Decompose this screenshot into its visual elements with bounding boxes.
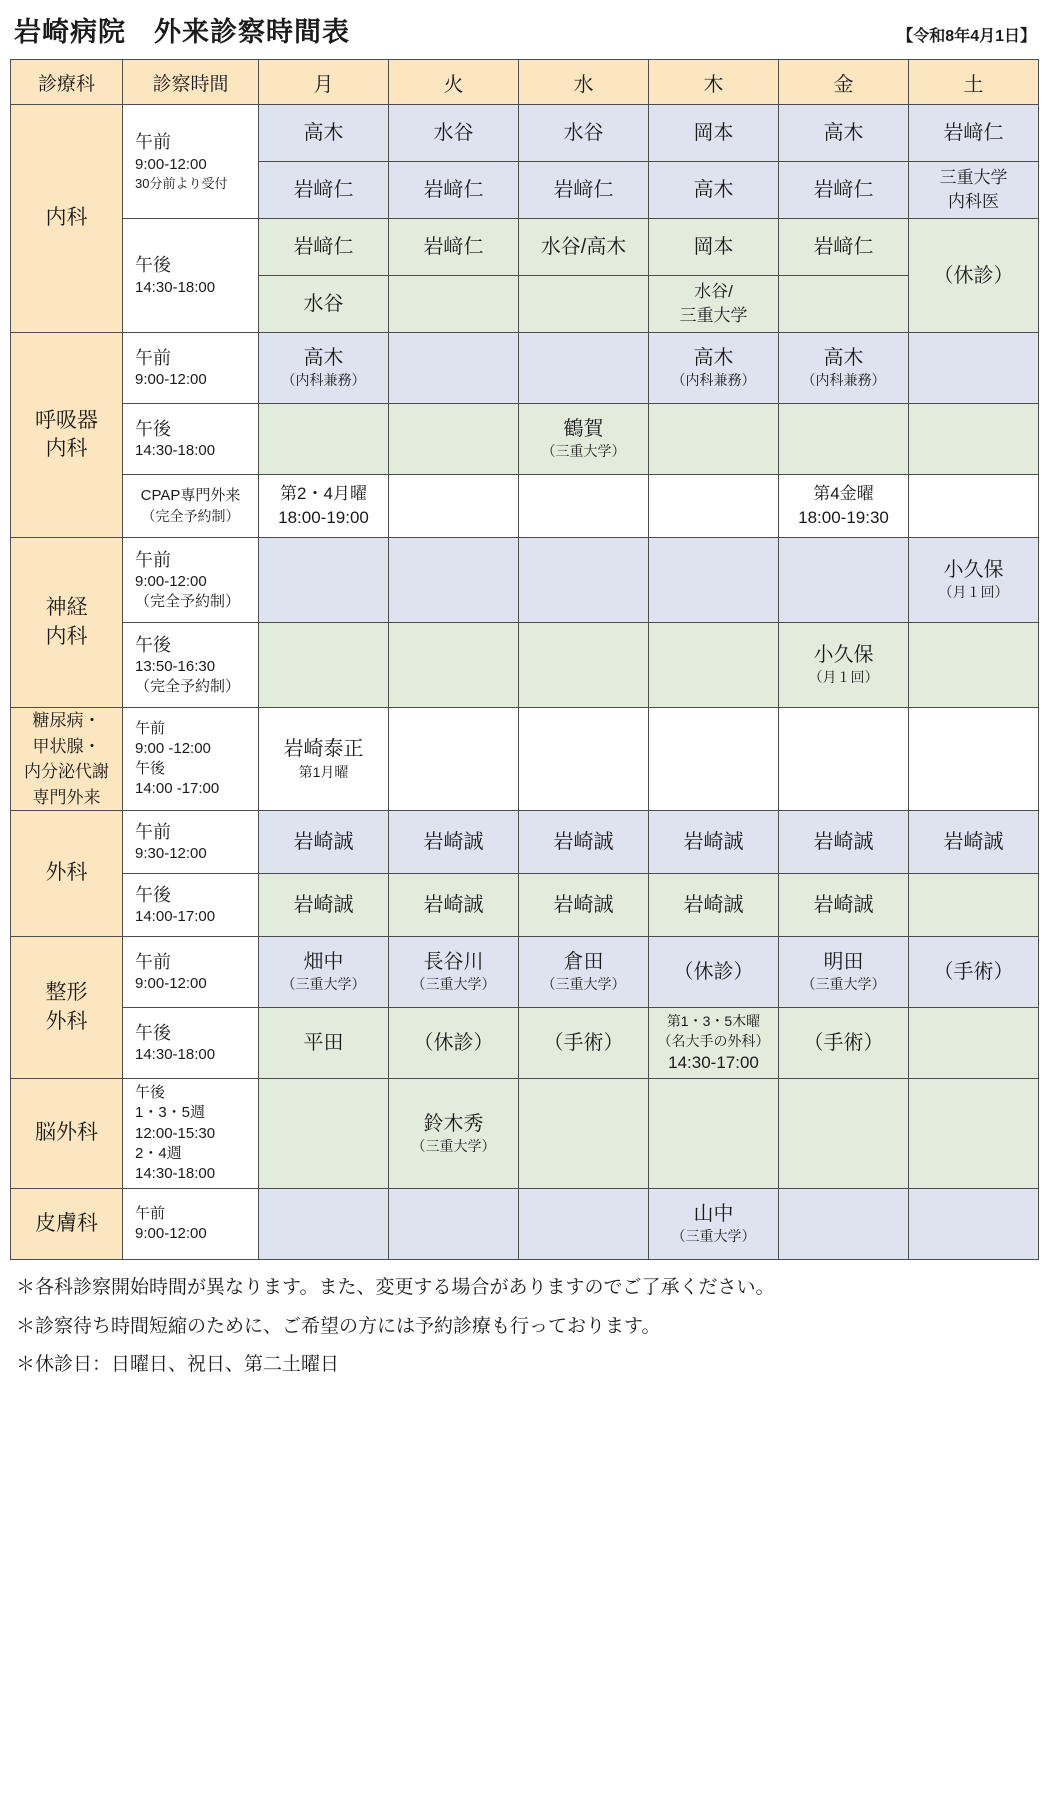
time-kokyuki-cpap (123, 475, 259, 538)
dept-line-1: 糖尿病・ (32, 711, 101, 730)
dept-line-2: 甲状腺・ (32, 736, 101, 756)
table-row (11, 708, 1039, 811)
time-range: 13:50-16:30 (135, 657, 216, 675)
dept-shinkei-naika (11, 538, 123, 708)
cell-line-2: 18:00-19:00 (278, 508, 369, 527)
time-range: 14:30-18:00 (135, 278, 216, 296)
doctor-name: 高木 (693, 347, 734, 370)
cell-seikei-am-sat (909, 937, 1039, 1008)
dept-seikei-geka (11, 937, 123, 1079)
doctor-name: 山中 (693, 1203, 734, 1226)
header-day-sat: 土 (909, 60, 1039, 105)
time-kokyuki-pm (123, 404, 259, 475)
time-seikei-am (123, 937, 259, 1008)
time-range: 14:30-18:00 (135, 442, 216, 460)
header-day-mon: 月 (259, 60, 389, 105)
time-label: 午後 (135, 1022, 171, 1043)
cell-naika-pm2-thu (649, 276, 779, 333)
cell-kokyuki-am-tue (389, 333, 519, 404)
cell-nogeka-sat (909, 1079, 1039, 1189)
table-row (11, 219, 1039, 276)
cell-hifuka-tue (389, 1189, 519, 1260)
time-line-2: 9:00-12:00 (135, 1225, 207, 1243)
doctor-name: 長谷川 (423, 951, 484, 974)
cell-naika-pm-sat: （休診） (909, 219, 1039, 333)
time-note: （完全予約制） (135, 593, 241, 611)
cell-geka-pm-thu: 岩崎誠 (649, 874, 779, 937)
dept-geka: 外科 (11, 811, 123, 937)
doctor-note: （三重大学） (411, 1137, 496, 1154)
time-shinkei-am (123, 538, 259, 623)
time-line-1: 午後 (135, 1084, 166, 1101)
cell-hifuka-fri (779, 1189, 909, 1260)
time-geka-am (123, 811, 259, 874)
cell-nogeka-thu (649, 1079, 779, 1189)
cell-shinkei-am-tue (389, 538, 519, 623)
doctor-name: （手術） (933, 961, 1014, 983)
doctor-note: （三重大学） (541, 443, 626, 460)
time-note: （完全予約制） (135, 678, 241, 696)
cell-kokyuki-am-fri (779, 333, 909, 404)
cell-hifuka-sat (909, 1189, 1039, 1260)
doctor-name: 鈴木秀 (423, 1112, 484, 1135)
table-row (11, 538, 1039, 623)
cell-shinkei-am-thu (649, 538, 779, 623)
cell-shinkei-am-sat (909, 538, 1039, 623)
cell-tonyo-thu (649, 708, 779, 811)
doctor-name: 倉田 (563, 951, 604, 974)
doctor-note: （三重大学） (801, 976, 886, 993)
doctor-note: （内科兼務） (281, 372, 366, 389)
cell-naika-pm1-thu: 岡本 (649, 219, 779, 276)
table-row (11, 1079, 1039, 1189)
cell-nogeka-tue (389, 1079, 519, 1189)
doctor-note: （三重大学） (541, 976, 626, 993)
time-range: 14:30-18:00 (135, 1046, 216, 1064)
cell-kokyuki-pm-fri (779, 404, 909, 475)
cell-shinkei-am-wed (519, 538, 649, 623)
time-range: 9:00-12:00 (135, 572, 207, 590)
time-kokyuki-am (123, 333, 259, 404)
dept-line-1: 整形 (45, 981, 88, 1005)
cell-naika-am2-sat (909, 162, 1039, 219)
cell-line-1: 第2・4月曜 (280, 484, 367, 504)
cell-naika-am2-mon: 岩﨑仁 (259, 162, 389, 219)
time-label: 午前 (135, 821, 171, 842)
time-naika-pm (123, 219, 259, 333)
outpatient-schedule-table (10, 59, 1039, 1260)
table-row (11, 1008, 1039, 1079)
doctor-name: 小久保 (943, 559, 1004, 582)
cell-tonyo-fri (779, 708, 909, 811)
cell-geka-am-fri: 岩崎誠 (779, 811, 909, 874)
cell-naika-pm2-fri (779, 276, 909, 333)
time-geka-pm (123, 874, 259, 937)
time-shinkei-pm (123, 623, 259, 708)
cell-line-1: 水谷/ (694, 282, 733, 302)
cell-geka-pm-sat (909, 874, 1039, 937)
cell-shinkei-pm-sat (909, 623, 1039, 708)
dept-line-2: 外科 (45, 1009, 88, 1033)
cell-geka-pm-wed: 岩崎誠 (519, 874, 649, 937)
header-department: 診療科 (11, 60, 123, 105)
table-row (11, 874, 1039, 937)
cell-naika-am1-fri: 高木 (779, 105, 909, 162)
cell-naika-pm2-tue (389, 276, 519, 333)
time-label: 午後 (135, 884, 171, 905)
cell-naika-pm2-mon: 水谷 (259, 276, 389, 333)
cell-geka-am-sat: 岩崎誠 (909, 811, 1039, 874)
cell-line-2: （名大手の外科） (657, 1033, 770, 1050)
cell-naika-am2-thu: 高木 (649, 162, 779, 219)
cell-kokyuki-pm-sat (909, 404, 1039, 475)
cell-naika-am1-mon: 高木 (259, 105, 389, 162)
cell-kokyuki-cpap-wed (519, 475, 649, 538)
cell-shinkei-pm-mon (259, 623, 389, 708)
cell-geka-pm-mon: 岩崎誠 (259, 874, 389, 937)
doctor-note: （三重大学） (281, 976, 366, 993)
cell-kokyuki-am-sat (909, 333, 1039, 404)
cell-tonyo-mon (259, 708, 389, 811)
cell-geka-am-wed: 岩崎誠 (519, 811, 649, 874)
cell-geka-am-tue: 岩崎誠 (389, 811, 519, 874)
doctor-name: 高木 (823, 347, 864, 370)
cell-kokyuki-cpap-mon (259, 475, 389, 538)
cell-kokyuki-cpap-thu (649, 475, 779, 538)
cell-kokyuki-cpap-fri (779, 475, 909, 538)
time-label: CPAP専門外来 (140, 487, 241, 505)
doctor-note: （三重大学） (411, 976, 496, 993)
doctor-note: （内科兼務） (801, 372, 886, 389)
cell-geka-pm-tue: 岩崎誠 (389, 874, 519, 937)
cell-hifuka-mon (259, 1189, 389, 1260)
cell-naika-am1-wed: 水谷 (519, 105, 649, 162)
cell-kokyuki-pm-mon (259, 404, 389, 475)
doctor-name: 明田 (823, 951, 864, 974)
header-day-thu: 木 (649, 60, 779, 105)
doctor-note: （月１回） (808, 669, 879, 686)
cell-geka-am-thu: 岩崎誠 (649, 811, 779, 874)
cell-shinkei-pm-thu (649, 623, 779, 708)
cell-shinkei-am-mon (259, 538, 389, 623)
cell-naika-am1-thu: 岡本 (649, 105, 779, 162)
doctor-note: （内科兼務） (671, 372, 756, 389)
dept-line-4: 専門外来 (32, 787, 101, 807)
cell-naika-pm1-tue: 岩﨑仁 (389, 219, 519, 276)
cell-geka-am-mon: 岩崎誠 (259, 811, 389, 874)
page-header (10, 6, 1038, 59)
note-3: ＊休診日：日曜日、祝日、第二土曜日 (16, 1354, 340, 1376)
cell-seikei-pm-sat (909, 1008, 1039, 1079)
doctor-name: 小久保 (813, 644, 874, 667)
doctor-name: （休診） (673, 961, 754, 983)
dept-line-2: 内科 (45, 624, 88, 648)
time-range: 9:00-12:00 (135, 975, 207, 993)
time-line-3: 12:00-15:30 (135, 1124, 216, 1142)
cell-line-2: 18:00-19:30 (798, 508, 889, 527)
cell-naika-am2-wed: 岩﨑仁 (519, 162, 649, 219)
dept-line-2: 内科 (45, 437, 88, 460)
cell-seikei-pm-tue: （休診） (389, 1008, 519, 1079)
time-range: 14:00-17:00 (135, 908, 216, 926)
cell-seikei-pm-thu (649, 1008, 779, 1079)
cell-nogeka-mon (259, 1079, 389, 1189)
footer-notes (10, 1260, 1038, 1380)
cell-shinkei-pm-tue (389, 623, 519, 708)
dept-line-1: 呼吸器 (35, 408, 98, 432)
time-line-2: 9:00 -12:00 (135, 739, 211, 757)
cell-hifuka-wed (519, 1189, 649, 1260)
cell-seikei-am-wed (519, 937, 649, 1008)
note-1: ＊各科診察開始時間が異なります。また、変更する場合がありますのでご了承ください。 (16, 1277, 775, 1299)
cell-seikei-am-mon (259, 937, 389, 1008)
header-day-fri: 金 (779, 60, 909, 105)
cell-line-1: 第1・3・5木曜 (666, 1012, 761, 1029)
cell-nogeka-fri (779, 1079, 909, 1189)
cell-kokyuki-pm-wed (519, 404, 649, 475)
table-header-row (11, 60, 1039, 105)
doctor-note: （月１回） (938, 584, 1009, 601)
time-seikei-pm (123, 1008, 259, 1079)
table-row (11, 333, 1039, 404)
cell-tonyo-tue (389, 708, 519, 811)
dept-naika: 内科 (11, 105, 123, 333)
cell-kokyuki-cpap-sat (909, 475, 1039, 538)
cell-naika-am2-tue: 岩﨑仁 (389, 162, 519, 219)
cell-seikei-pm-mon: 平田 (259, 1008, 389, 1079)
time-range: 9:30-12:00 (135, 845, 207, 863)
cell-kokyuki-pm-thu (649, 404, 779, 475)
time-label: 午前 (135, 132, 171, 153)
effective-date: 【令和8年4月1日】 (897, 28, 1036, 45)
cell-naika-pm1-mon: 岩﨑仁 (259, 219, 389, 276)
time-range: 9:00-12:00 (135, 155, 207, 173)
time-range: 9:00-12:00 (135, 371, 207, 389)
time-line-1: 午前 (135, 1205, 166, 1222)
header-day-wed: 水 (519, 60, 649, 105)
dept-tonyo-senmon (11, 708, 123, 811)
time-note: 30分前より受付 (135, 176, 228, 191)
dept-line-1: 神経 (45, 596, 88, 620)
cell-tonyo-wed (519, 708, 649, 811)
cell-seikei-am-tue (389, 937, 519, 1008)
cell-line-1: 第4金曜 (813, 484, 874, 504)
time-note: （完全予約制） (141, 507, 240, 524)
doctor-name: 岩崎泰正 (283, 737, 364, 760)
header-day-tue: 火 (389, 60, 519, 105)
cell-line-2: 内科医 (948, 192, 999, 211)
cell-shinkei-pm-wed (519, 623, 649, 708)
time-tonyo (123, 708, 259, 811)
cell-shinkei-pm-fri (779, 623, 909, 708)
cell-line-3: 14:30-17:00 (668, 1053, 759, 1073)
time-line-4: 2・4週 (135, 1144, 182, 1162)
table-row (11, 404, 1039, 475)
doctor-name: 畑中 (303, 951, 344, 974)
table-row (11, 623, 1039, 708)
cell-kokyuki-am-thu (649, 333, 779, 404)
time-label: 午前 (135, 347, 171, 368)
doctor-note: 第1月曜 (298, 763, 349, 780)
cell-shinkei-am-fri (779, 538, 909, 623)
dept-kokyuki-naika (11, 333, 123, 538)
time-label: 午後 (135, 634, 171, 655)
cell-kokyuki-am-mon (259, 333, 389, 404)
cell-naika-am1-tue: 水谷 (389, 105, 519, 162)
cell-line-2: 三重大学 (679, 306, 748, 325)
cell-line-1: 三重大学 (939, 168, 1008, 188)
doctor-name: 鶴賀 (563, 418, 604, 441)
cell-tonyo-sat (909, 708, 1039, 811)
cell-naika-am2-fri: 岩﨑仁 (779, 162, 909, 219)
cell-geka-pm-fri: 岩崎誠 (779, 874, 909, 937)
cell-seikei-pm-wed: （手術） (519, 1008, 649, 1079)
time-naika-am (123, 105, 259, 219)
table-row (11, 1189, 1039, 1260)
time-hifuka (123, 1189, 259, 1260)
table-row (11, 811, 1039, 874)
dept-hifuka: 皮膚科 (11, 1189, 123, 1260)
cell-naika-pm2-wed (519, 276, 649, 333)
cell-kokyuki-cpap-tue (389, 475, 519, 538)
time-line-2: 1・3・5週 (135, 1104, 206, 1122)
header-consultation-time: 診察時間 (123, 60, 259, 105)
cell-naika-pm1-fri: 岩﨑仁 (779, 219, 909, 276)
table-row (11, 937, 1039, 1008)
dept-nogeka: 脳外科 (11, 1079, 123, 1189)
cell-seikei-am-fri (779, 937, 909, 1008)
cell-seikei-pm-fri: （手術） (779, 1008, 909, 1079)
table-row (11, 105, 1039, 162)
time-line-4: 14:00 -17:00 (135, 780, 220, 798)
cell-nogeka-wed (519, 1079, 649, 1189)
cell-naika-am1-sat: 岩﨑仁 (909, 105, 1039, 162)
cell-hifuka-thu (649, 1189, 779, 1260)
doctor-note: （三重大学） (671, 1228, 756, 1245)
cell-naika-pm1-wed: 水谷/高木 (519, 219, 649, 276)
doctor-name: 高木 (303, 347, 344, 370)
time-label: 午後 (135, 255, 171, 276)
cell-kokyuki-pm-tue (389, 404, 519, 475)
time-label: 午前 (135, 951, 171, 972)
time-line-3: 午後 (135, 760, 166, 777)
time-label: 午後 (135, 418, 171, 439)
cell-kokyuki-am-wed (519, 333, 649, 404)
time-label: 午前 (135, 549, 171, 570)
note-2: ＊診察待ち時間短縮のために、ご希望の方には予約診療も行っております。 (16, 1315, 661, 1337)
dept-line-3: 内分泌代謝 (24, 762, 109, 781)
table-row (11, 475, 1039, 538)
time-nogeka (123, 1079, 259, 1189)
cell-seikei-am-thu (649, 937, 779, 1008)
time-line-1: 午前 (135, 719, 166, 737)
time-line-5: 14:30-18:00 (135, 1165, 216, 1182)
page-title: 岩崎病院 外来診察時間表 (14, 17, 350, 47)
